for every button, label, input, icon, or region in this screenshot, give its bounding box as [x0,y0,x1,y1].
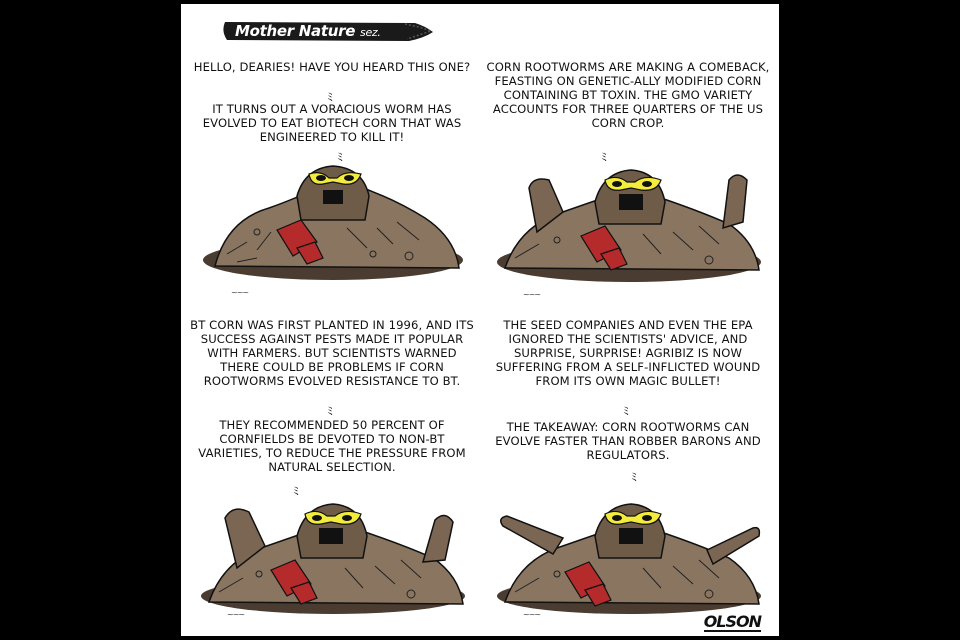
panel-4-bubble-2: THE TAKEAWAY: CORN ROOTWORMS CAN EVOLVE FASTER THAN ROBBER BARONS AND REGULATORS. [495,420,761,462]
speech-tail: ﾐ [623,404,630,418]
title-suffix: sez. [360,26,381,39]
artist-signature: OLSON [703,612,761,631]
panel-2-bubble-1: CORN ROOTWORMS ARE MAKING A COMEBACK, FEASTING ON GENETIC-ALLY MODIFIED CORN CONTAINING BT TOXIN. THE GMO VARIETY ACCOUNTS FOR THREE QUARTERS OF THE US CORN CROP. [486,60,770,130]
panel-2 [483,8,773,318]
panel-1-bubble-1: HELLO, DEARIES! HAVE YOU HEARD THIS ONE? [193,60,471,74]
speech-tail: ﾐ [337,150,344,164]
artist-scribble: ~~~ [231,288,249,297]
speech-tail: ﾐ [327,404,334,418]
mother-nature-figure-arms-raised [197,490,469,620]
panel-1 [187,8,477,318]
panel-4-bubble-1: THE SEED COMPANIES AND EVEN THE EPA IGNORED THE SCIENTISTS' ADVICE, AND SURPRISE, SURPRISE! AGRIBIZ IS NOW SUFFERING FROM A SELF-INFLICTED WOUND FROM ITS OWN MAGIC BULLET! [495,318,761,388]
comic-strip [181,4,779,636]
mother-nature-figure-arms-out [493,490,765,620]
mother-nature-figure-arms-raised [493,158,765,288]
artist-scribble: ~~~ [227,610,245,619]
title-main: Mother Nature [235,22,356,40]
panel-3-bubble-1: BT CORN WAS FIRST PLANTED IN 1996, AND ITS SUCCESS AGAINST PESTS MADE IT POPULAR WITH FARMERS. BUT SCIENTISTS WARNED THERE COULD BE PROBLEMS IF CORN ROOTWORMS EVOLVED RESISTANCE TO BT. [190,318,474,388]
panel-3-bubble-2: THEY RECOMMENDED 50 PERCENT OF CORNFIELDS BE DEVOTED TO NON-BT VARIETIES, TO REDUCE THE PRESSURE FROM NATURAL SELECTION. [198,418,466,474]
panel-3 [187,314,477,624]
speech-tail: ﾐ [293,484,300,498]
speech-tail: ﾐ [601,150,608,164]
panel-4 [483,314,773,624]
mother-nature-figure [197,158,469,288]
speech-tail: ﾐ [631,470,638,484]
speech-tail: ﾐ [327,90,334,104]
artist-scribble: ~~~ [523,610,541,619]
artist-scribble: ~~~ [523,290,541,299]
panel-1-bubble-2: IT TURNS OUT A VORACIOUS WORM HAS EVOLVED TO EAT BIOTECH CORN THAT WAS ENGINEERED TO KILL IT! [202,102,462,144]
